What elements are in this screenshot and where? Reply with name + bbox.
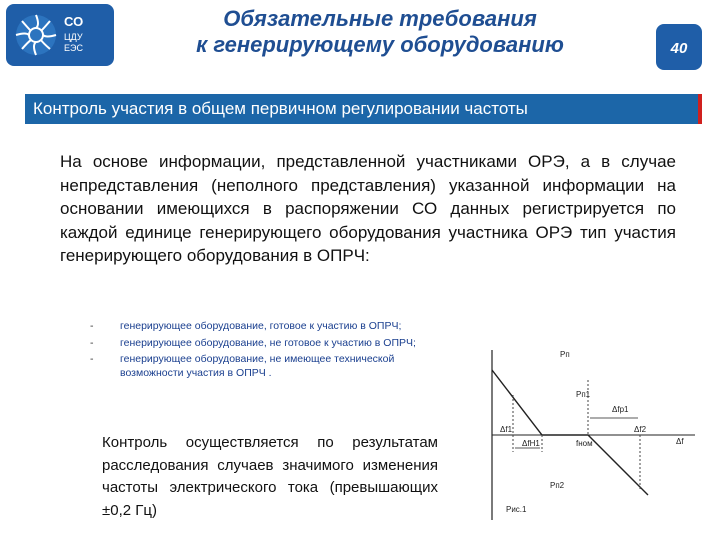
bullet-dash: - xyxy=(90,336,94,349)
label-pn2: Pп2 xyxy=(550,481,565,490)
bullet-list xyxy=(90,320,445,383)
bullet-text: генерирующее оборудование, не имеющее технической возможности участия в ОПРЧ . xyxy=(120,353,395,379)
title-line-2: к генерирующему оборудованию xyxy=(196,32,564,57)
section-title: Контроль участия в общем первичном регулировании частоты xyxy=(33,99,528,118)
so-ups-logo xyxy=(6,4,114,66)
figure-caption: Рис.1 xyxy=(506,505,527,514)
svg-text:ЕЭС: ЕЭС xyxy=(64,43,83,53)
label-df2: Δf2 xyxy=(634,425,647,434)
svg-text:ЦДУ: ЦДУ xyxy=(64,32,83,42)
page-number: 40 xyxy=(670,40,688,57)
slide-title xyxy=(160,6,600,58)
list-item xyxy=(90,337,445,351)
label-dfn1: ΔfΗ1 xyxy=(522,439,540,448)
label-pn: Pп xyxy=(560,350,570,359)
label-f-nom: fном xyxy=(576,439,593,448)
list-item xyxy=(90,320,445,334)
page-number-badge xyxy=(656,24,702,70)
main-paragraph: На основе информации, представленной участниками ОРЭ, а в случае непредставления (неполного представления) указанной информации на основании имеющихся в распоряжении СО данных регистрируется по каждой единице генерирующего оборудования участника ОРЭ тип участия генерирующего оборудования в ОПРЧ: xyxy=(60,152,676,265)
list-item xyxy=(90,353,445,380)
label-pn1: Pп1 xyxy=(576,390,591,399)
control-note: Контроль осуществляется по результатам расследования случаев значимого изменения частоты электрического тока (превышающих ±0,2 Гц) xyxy=(102,434,438,519)
label-dfp1: Δfp1 xyxy=(612,405,629,414)
bullet-dash: - xyxy=(90,320,94,332)
accent-stripe xyxy=(698,94,702,124)
bullet-text: генерирующее оборудование, не готовое к участию в ОПРЧ; xyxy=(120,336,416,349)
droop-diagram xyxy=(480,340,700,530)
bullet-text: генерирующее оборудование, готовое к участию в ОПРЧ; xyxy=(120,320,402,332)
label-df: Δf xyxy=(676,437,684,446)
svg-text:СО: СО xyxy=(64,14,84,29)
section-title-bar xyxy=(25,94,698,124)
title-line-1: Обязательные требования xyxy=(223,6,537,31)
slide-header xyxy=(0,0,720,80)
droop-line xyxy=(492,370,648,495)
label-df1: Δf1 xyxy=(500,425,513,434)
bullet-dash: - xyxy=(90,353,94,365)
